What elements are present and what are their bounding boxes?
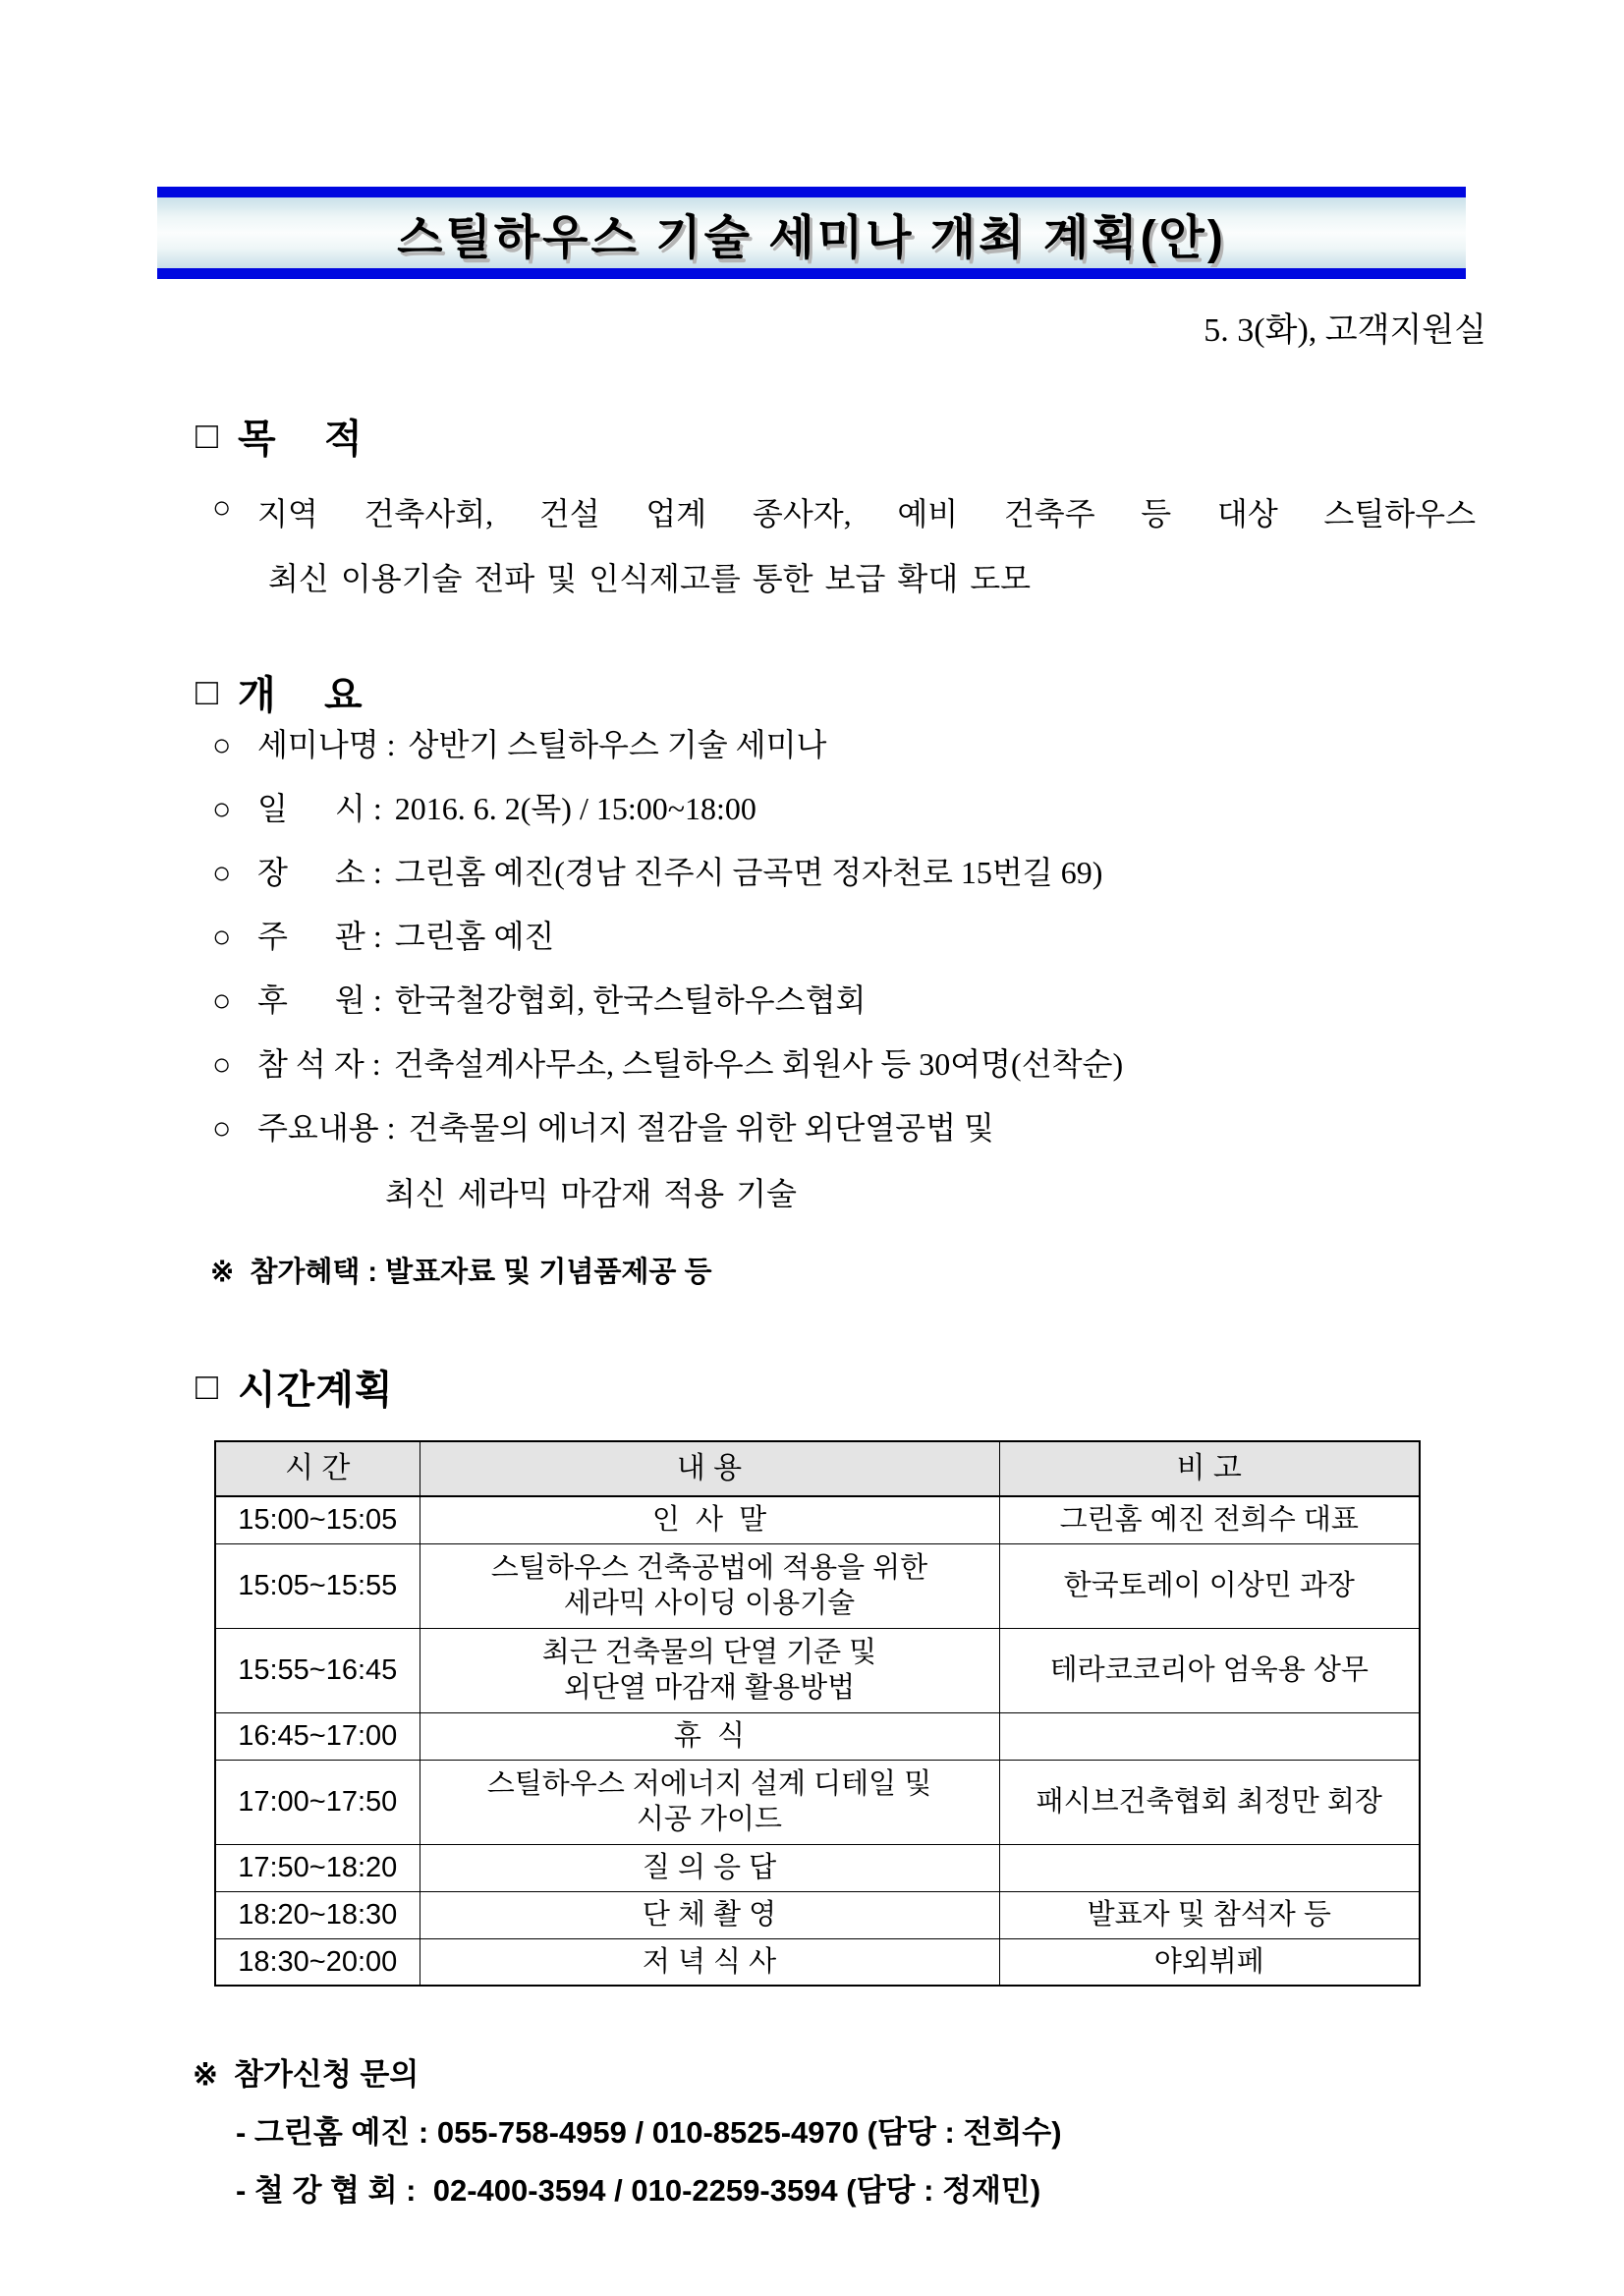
time-cell: 17:00~17:50 — [215, 1760, 420, 1844]
table-row — [215, 1844, 1420, 1891]
note-cell: 한국토레이 이상민 과장 — [999, 1543, 1420, 1628]
table-header-row — [215, 1441, 1420, 1496]
purpose-text-1: 지역 건축사회, 건설 업계 종사자, 예비 건축주 등 대상 스틸하우스 — [257, 496, 1476, 532]
content-cell: 스틸하우스 건축공법에 적용을 위한 세라믹 사이딩 이용기술 — [420, 1543, 999, 1628]
content-cell: 단 체 촬 영 — [420, 1891, 999, 1938]
circle-bullet-icon: ○ — [212, 489, 232, 525]
note-cell: 그린홈 예진 전희수 대표 — [999, 1496, 1420, 1543]
content-cell: 스틸하우스 저에너지 설계 디테일 및 시공 가이드 — [420, 1760, 999, 1844]
content-cell: 인 사 말 — [420, 1496, 999, 1543]
content-cell: 저 녁 식 사 — [420, 1938, 999, 1986]
overview-continuation: 최신 세라믹 마감재 적용 기술 — [385, 1176, 797, 1211]
overview-item-label: 세미나명 : — [257, 727, 396, 762]
circle-bullet-icon: ○ — [212, 1110, 232, 1146]
header-content: 내 용 — [420, 1441, 999, 1496]
overview-item-label: 일 시 : — [257, 791, 382, 826]
document-title: 스틸하우스 기술 세미나 개최 계획(안) — [397, 211, 1226, 264]
overview-item-label: 주요내용 : — [257, 1110, 396, 1146]
reference-mark-icon: ※ — [193, 2057, 218, 2092]
note-cell: 테라코코리아 엄욱용 상무 — [999, 1628, 1420, 1712]
time-cell: 15:05~15:55 — [215, 1543, 420, 1628]
square-marker-icon: □ — [196, 671, 218, 713]
banner-bottom-bar — [157, 268, 1466, 279]
content-cell: 휴 식 — [420, 1712, 999, 1760]
banner-top-bar — [157, 187, 1466, 197]
time-cell: 18:20~18:30 — [215, 1891, 420, 1938]
table-row — [215, 1760, 1420, 1844]
content-cell: 최근 건축물의 단열 기준 및 외단열 마감재 활용방법 — [420, 1628, 999, 1712]
contact-heading-text: 참가신청 문의 — [233, 2057, 420, 2092]
table-row — [215, 1712, 1420, 1760]
overview-item-label: 후 원 : — [257, 982, 382, 1018]
time-cell: 17:50~18:20 — [215, 1844, 420, 1891]
overview-item-value: 그린홈 예진 — [394, 919, 555, 954]
overview-item — [212, 784, 1624, 848]
content-cell: 질 의 응 답 — [420, 1844, 999, 1891]
note-cell: 발표자 및 참석자 등 — [999, 1891, 1420, 1938]
time-cell: 16:45~17:00 — [215, 1712, 420, 1760]
time-cell: 18:30~20:00 — [215, 1938, 420, 1986]
contact-line: - 철 강 협 회 : 02-400-3594 / 010-2259-3594 (담당 : 정재민) — [236, 2173, 1041, 2208]
overview-item — [212, 976, 1624, 1039]
overview-item — [212, 1039, 1624, 1103]
benefit-note-text: 참가혜택 : 발표자료 및 기념품제공 등 — [250, 1257, 712, 1288]
section-title: 시간계획 — [237, 1369, 394, 1412]
note-cell — [999, 1844, 1420, 1891]
banner-body — [157, 197, 1466, 268]
overview-item-value: 건축물의 에너지 절감을 위한 외단열공법 및 — [408, 1110, 994, 1146]
table-row — [215, 1938, 1420, 1986]
overview-item-label: 장 소 : — [257, 855, 382, 890]
overview-item — [212, 848, 1624, 912]
header-time: 시 간 — [215, 1441, 420, 1496]
circle-bullet-icon: ○ — [212, 727, 232, 762]
note-cell: 패시브건축협회 최정만 회장 — [999, 1760, 1420, 1844]
note-cell: 야외뷔페 — [999, 1938, 1420, 1986]
section-title: 개 요 — [237, 674, 364, 717]
circle-bullet-icon: ○ — [212, 1046, 232, 1082]
overview-item-value: 건축설계사무소, 스틸하우스 회원사 등 30여명(선착순) — [393, 1046, 1124, 1082]
date-line: 5. 3(화), 고객지원실 — [1204, 312, 1486, 349]
overview-item-value: 한국철강협회, 한국스틸하우스협회 — [394, 982, 867, 1018]
overview-item-label: 주 관 : — [257, 919, 382, 954]
overview-item-value: 상반기 스틸하우스 기술 세미나 — [408, 727, 827, 762]
table-row — [215, 1628, 1420, 1712]
circle-bullet-icon: ○ — [212, 791, 232, 826]
table-row — [215, 1496, 1420, 1543]
section-heading-purpose — [196, 408, 1624, 464]
overview-item-value: 2016. 6. 2(목) / 15:00~18:00 — [394, 791, 756, 826]
section-title: 목 적 — [237, 418, 364, 461]
circle-bullet-icon: ○ — [212, 982, 232, 1018]
contact-heading — [193, 2049, 1624, 2094]
overview-item — [212, 1103, 1624, 1167]
contact-line: - 그린홈 예진 : 055-758-4959 / 010-8525-4970 (담당 : 전희수) — [236, 2115, 1062, 2150]
note-cell — [999, 1712, 1420, 1760]
title-banner — [157, 187, 1466, 279]
section-heading-overview — [196, 664, 1624, 720]
reference-mark-icon: ※ — [210, 1257, 235, 1288]
time-cell: 15:55~16:45 — [215, 1628, 420, 1712]
overview-item — [212, 912, 1624, 976]
benefit-note — [210, 1250, 1624, 1290]
square-marker-icon: □ — [196, 1366, 218, 1408]
overview-item-value: 그린홈 예진(경남 진주시 금곡면 정자천로 15번길 69) — [394, 855, 1103, 890]
overview-item-label: 참 석 자 : — [257, 1046, 381, 1082]
purpose-line-1 — [212, 489, 1476, 534]
square-marker-icon: □ — [196, 415, 218, 457]
section-heading-schedule — [196, 1359, 1624, 1415]
table-row — [215, 1891, 1420, 1938]
time-cell: 15:00~15:05 — [215, 1496, 420, 1543]
table-row — [215, 1543, 1420, 1628]
schedule-table — [214, 1440, 1421, 1987]
purpose-text-2: 최신 이용기술 전파 및 인식제고를 통한 보급 확대 도모 — [268, 561, 1032, 596]
circle-bullet-icon: ○ — [212, 919, 232, 954]
header-note: 비 고 — [999, 1441, 1420, 1496]
overview-item — [212, 720, 1624, 784]
contact-section — [0, 2049, 1624, 2210]
circle-bullet-icon: ○ — [212, 855, 232, 890]
